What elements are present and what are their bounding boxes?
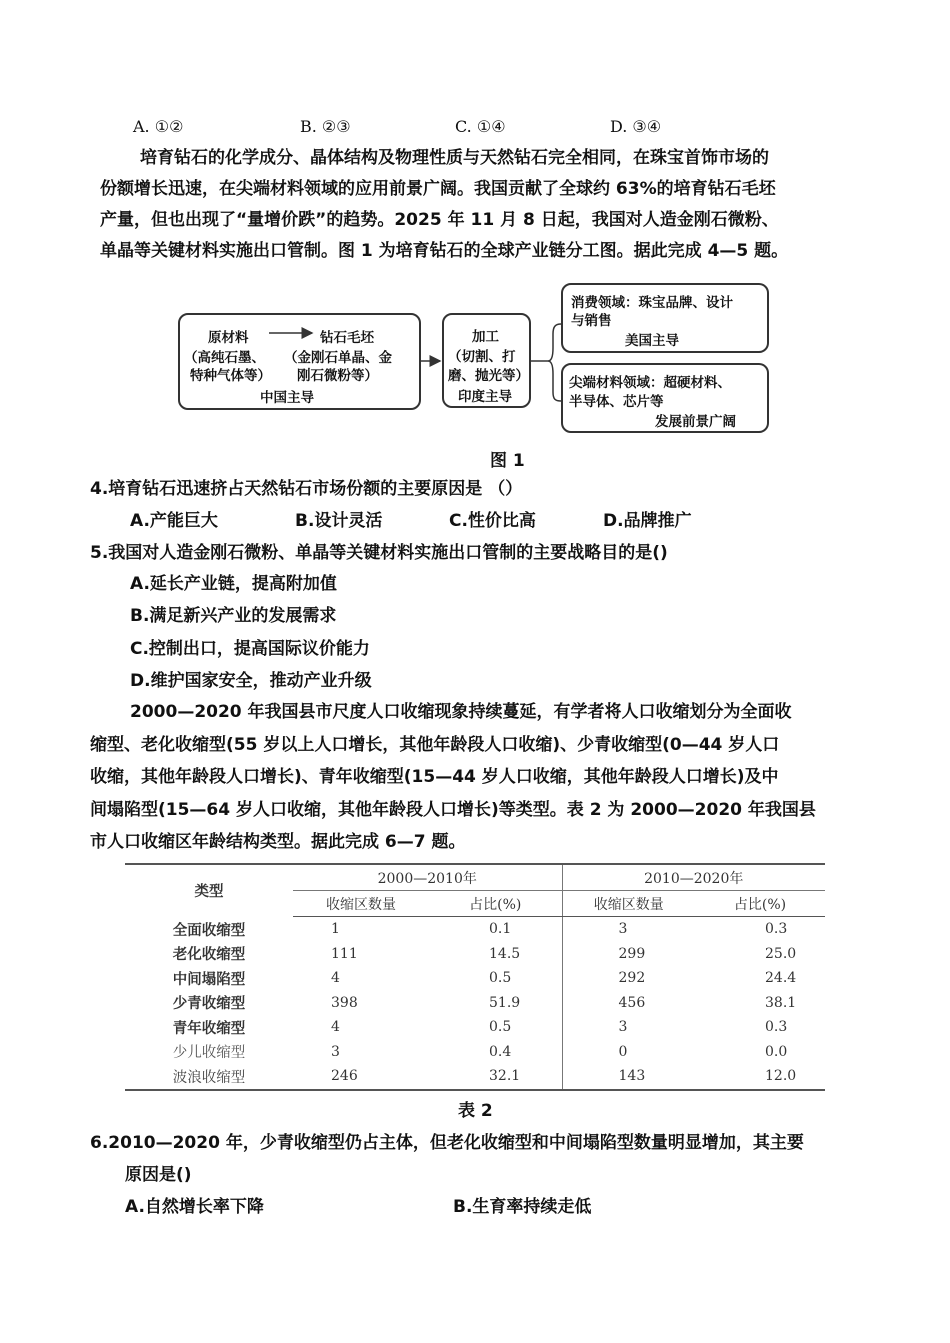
count-2000-2010: 111 <box>331 945 358 962</box>
q4-option-d: D.品牌推广 <box>603 511 692 531</box>
table-row <box>125 1040 825 1065</box>
count-2000-2010: 398 <box>331 994 358 1011</box>
diamond-blank-detail: （金刚石单晶、金 <box>284 350 392 366</box>
intro1-line: 产量，但也出现了“量增价跌”的趋势。2025 年 11 月 8 日起，我国对人造金刚石微粉、 <box>100 210 779 230</box>
raw-material-label: 原材料 <box>208 330 249 346</box>
diamond-blank-detail: 刚石微粉等） <box>297 368 378 384</box>
highend-prospect-label: 发展前景广阔 <box>655 414 736 430</box>
count-2010-2020: 456 <box>562 991 695 1016</box>
count-2010-2020: 292 <box>562 966 695 991</box>
highend-box <box>561 363 769 433</box>
row-type: 波浪收缩型 <box>125 1064 293 1090</box>
q4-option-a: A.产能巨大 <box>130 511 218 531</box>
consumer-label: 消费领域：珠宝品牌、设计 <box>571 295 733 311</box>
processing-detail: 磨、抛光等） <box>448 368 529 384</box>
q4-option-c: C.性价比高 <box>449 511 536 531</box>
raw-material-detail: （高纯石墨、 <box>184 350 265 366</box>
pct-2010-2020: 25.0 <box>765 945 797 962</box>
processing-box <box>442 313 531 408</box>
table-header-period1: 2000—2010年 <box>293 864 562 891</box>
table-subheader-pct: 占比(%) <box>695 891 825 917</box>
china-lead-label: 中国主导 <box>260 390 314 406</box>
count-2010-2020: 3 <box>562 917 695 942</box>
q3-option-a: A. ①② <box>133 117 184 136</box>
intro2-line: 市人口收缩区年龄结构类型。据此完成 6—7 题。 <box>90 832 466 852</box>
table-row <box>125 942 825 967</box>
count-2000-2010: 4 <box>331 1019 340 1036</box>
intro1-line: 培育钻石的化学成分、晶体结构及物理性质与天然钻石完全相同，在珠宝首饰市场的 <box>140 148 769 168</box>
table-header-type: 类型 <box>125 864 293 917</box>
india-lead-label: 印度主导 <box>458 389 512 405</box>
count-2010-2020: 0 <box>562 1040 695 1065</box>
table-header-period2: 2010—2020年 <box>562 864 825 891</box>
question-6-stem-cont: 原因是() <box>125 1165 192 1185</box>
intro-paragraph-population <box>90 696 850 859</box>
highend-label: 半导体、芯片等 <box>569 394 664 410</box>
count-2000-2010: 4 <box>331 970 340 987</box>
intro2-line: 收缩，其他年龄段人口增长)、青年收缩型(15—44 岁人口收缩，其他年龄段人口增长)及中 <box>90 767 779 787</box>
row-type: 少儿收缩型 <box>172 1045 246 1062</box>
diamond-blank-label: 钻石毛坯 <box>320 330 374 346</box>
table-row <box>125 1015 825 1040</box>
row-type: 少青收缩型 <box>172 996 246 1013</box>
row-type: 中间塌陷型 <box>172 971 246 988</box>
pct-2000-2010: 32.1 <box>429 1064 562 1090</box>
pct-2010-2020: 38.1 <box>765 994 797 1011</box>
intro2-line: 间塌陷型(15—64 岁人口收缩，其他年龄段人口增长)等类型。表 2 为 2000—2020 年我国县 <box>90 799 816 820</box>
count-2000-2010: 3 <box>331 1043 340 1060</box>
table-row <box>125 1064 825 1090</box>
pct-2010-2020: 0.0 <box>765 1043 788 1060</box>
figure-caption: 图 1 <box>490 451 525 471</box>
raw-material-detail: 特种气体等） <box>190 368 271 384</box>
table-row <box>125 966 825 991</box>
pct-2000-2010: 14.5 <box>489 945 521 962</box>
table-subheader-count: 收缩区数量 <box>562 891 695 917</box>
q3-option-d: D. ③④ <box>610 117 662 136</box>
table-subheader-count: 收缩区数量 <box>293 891 429 917</box>
usa-lead-label: 美国主导 <box>625 333 679 349</box>
processing-detail: （切割、打 <box>448 349 516 365</box>
processing-label: 加工 <box>472 329 499 345</box>
pct-2000-2010: 51.9 <box>489 994 521 1011</box>
consumer-box <box>561 283 769 353</box>
row-type: 老化收缩型 <box>172 947 246 964</box>
table-row <box>125 917 825 942</box>
count-2000-2010: 1 <box>331 921 340 938</box>
question-5-stem: 5.我国对人造金刚石微粉、单晶等关键材料实施出口管制的主要战略目的是() <box>90 543 668 563</box>
pct-2000-2010: 0.4 <box>489 1043 512 1060</box>
pct-2010-2020: 0.3 <box>765 1019 788 1036</box>
question-4-stem: 4.培育钻石迅速挤占天然钻石市场份额的主要原因是 （） <box>90 479 523 499</box>
q5-option-b: B.满足新兴产业的发展需求 <box>130 606 337 626</box>
q3-option-b: B. ②③ <box>300 117 351 136</box>
q6-option-b: B.生育率持续走低 <box>453 1197 592 1217</box>
intro2-line: 2000—2020 年我国县市尺度人口收缩现象持续蔓延，有学者将人口收缩划分为全面收 <box>130 702 792 722</box>
row-type: 全面收缩型 <box>172 922 246 939</box>
table-row <box>125 991 825 1016</box>
q4-option-b: B.设计灵活 <box>295 511 383 531</box>
q5-option-c: C.控制出口，提高国际议价能力 <box>130 639 370 659</box>
intro1-line: 份额增长迅速，在尖端材料领域的应用前景广阔。我国贡献了全球约 63%的培育钻石毛坯 <box>100 179 776 199</box>
figure-industry-chain <box>0 0 950 471</box>
consumer-label: 与销售 <box>571 313 612 329</box>
row-type: 青年收缩型 <box>172 1020 246 1037</box>
pct-2010-2020: 12.0 <box>695 1064 825 1090</box>
highend-label: 尖端材料领域：超硬材料、 <box>569 375 731 391</box>
intro1-line: 单晶等关键材料实施出口管制。图 1 为培育钻石的全球产业链分工图。据此完成 4—5 题。 <box>100 241 789 261</box>
pct-2000-2010: 0.1 <box>489 921 512 938</box>
count-2010-2020: 143 <box>562 1064 695 1090</box>
pct-2000-2010: 0.5 <box>489 970 512 987</box>
count-2000-2010: 246 <box>293 1064 429 1090</box>
q3-option-c: C. ①④ <box>455 117 506 136</box>
table-caption: 表 2 <box>458 1101 493 1121</box>
count-2010-2020: 299 <box>562 942 695 967</box>
q6-option-a: A.自然增长率下降 <box>125 1197 264 1217</box>
population-shrink-table <box>125 863 825 1091</box>
q5-option-a: A.延长产业链，提高附加值 <box>130 574 337 594</box>
intro2-line: 缩型、老化收缩型(55 岁以上人口增长，其他年龄段人口收缩)、少青收缩型(0—44 岁人口 <box>90 734 780 755</box>
table-subheader-pct: 占比(%) <box>429 891 562 917</box>
question-6-stem: 6.2010—2020 年，少青收缩型仍占主体，但老化收缩型和中间塌陷型数量明显增加，其主要 <box>90 1133 804 1153</box>
pct-2010-2020: 24.4 <box>765 970 797 987</box>
branch-brace <box>531 324 561 401</box>
pct-2000-2010: 0.5 <box>489 1019 512 1036</box>
pct-2010-2020: 0.3 <box>765 921 788 938</box>
q5-option-d: D.维护国家安全，推动产业升级 <box>130 671 372 691</box>
count-2010-2020: 3 <box>562 1015 695 1040</box>
